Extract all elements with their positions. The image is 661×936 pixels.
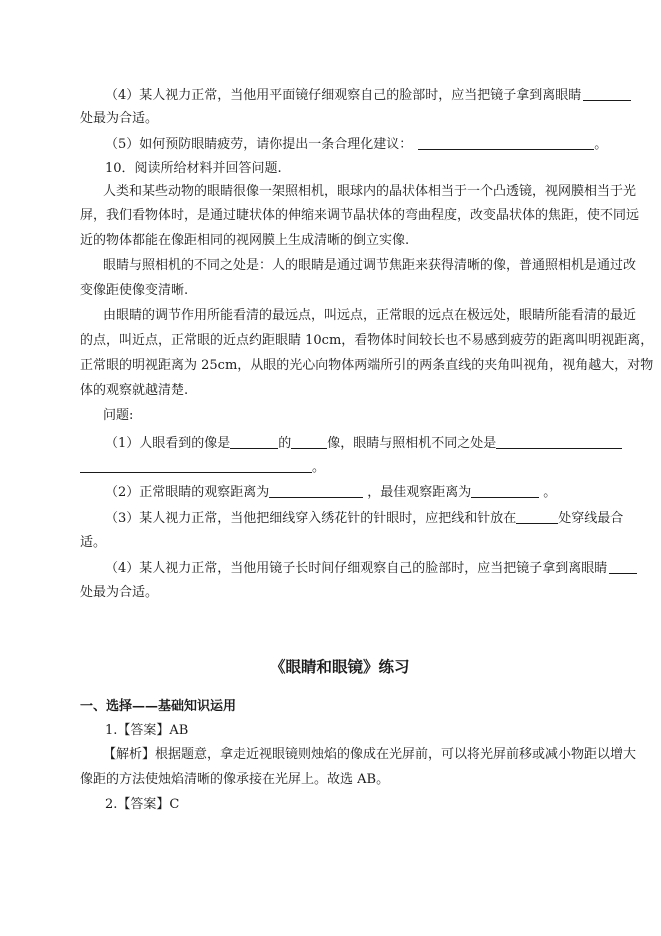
sub-question-3-line: （3）某人视力正常，当他把细线穿入绣花针的针眼时，应把线和针放在 处穿线最合 [105, 511, 624, 526]
answer-2: 2.【答案】C [105, 797, 180, 812]
passage-paragraph-2-line-1: 眼睛与照相机的不同之处是：人的眼睛是通过调节焦距来获得清晰的像，普通照相机是通过改 [103, 258, 637, 273]
answer-blank [583, 88, 631, 101]
sub-question-2-line: （2）正常眼睛的观察距离为 ，最佳观察距离为 。 [105, 485, 557, 500]
passage-paragraph-2-line-2: 变像距使像变清晰. [80, 283, 189, 298]
explanation-1-line-2: 像距的方法使烛焰清晰的像承接在光屏上。故选 AB。 [80, 772, 390, 787]
question-5-text: （5）如何预防眼睛疲劳，请你提出一条合理化建议： [105, 137, 413, 152]
answer-blank [291, 436, 327, 449]
answer-blank [269, 485, 363, 498]
sub-question-3-continuation: 适。 [80, 535, 107, 550]
answer-blank [496, 436, 622, 449]
passage-paragraph-3-line-3: 正常眼的明视距离为 25cm，从眼的光心向物体两端所引的两条直线的夹角叫视角，视角越大，对物 [80, 358, 654, 373]
answer-blank [418, 137, 594, 150]
sub-question-1-continuation: 。 [80, 460, 325, 474]
passage-paragraph-3-line-2: 的点，叫近点，正常眼的近点约距眼睛 10cm，看物体时间较长也不易感到疲劳的距离叫明视距离， [80, 333, 654, 348]
passage-paragraph-1-line-2: 屏，我们看物体时，是通过睫状体的伸缩来调节晶状体的弯曲程度，改变晶状体的焦距，使不同远 [80, 208, 640, 223]
explanation-1-line-1: 【解析】根据题意，拿走近视眼镜则烛焰的像成在光屏前，可以将光屏前移或减小物距以增大 [103, 747, 637, 762]
question-5-line: （5）如何预防眼睛疲劳，请你提出一条合理化建议： 。 [105, 137, 608, 152]
passage-paragraph-3-line-4: 体的观察就越清楚. [80, 383, 189, 398]
passage-paragraph-1-line-1: 人类和某些动物的眼睛很像一架照相机，眼球内的晶状体相当于一个凸透镜，视网膜相当于光 [103, 184, 637, 199]
question-4-line [105, 88, 631, 102]
answer-1: 1.【答案】AB [105, 723, 189, 738]
answer-blank [80, 460, 312, 473]
passage-paragraph-3-line-1: 由眼睛的调节作用所能看清的最远点，叫远点，正常眼的远点在极远处，眼睛所能看清的最近 [103, 308, 637, 323]
answer-blank [609, 561, 637, 574]
section-heading: 一、选择——基础知识运用 [80, 699, 237, 714]
sub-question-1-line: （1）人眼看到的像是 的 像，眼睛与照相机不同之处是 [105, 436, 622, 450]
question-4-continuation: 处最为合适。 [80, 111, 159, 126]
sub-question-4-line: （4）某人视力正常，当他用镜子长时间仔细观察自己的脸部时，应当把镜子拿到离眼睛 [105, 561, 637, 575]
sub-question-4-continuation: 处最为合适。 [80, 585, 159, 600]
answer-blank [516, 511, 558, 524]
passage-paragraph-1-line-3: 近的物体都能在像距相同的视网膜上生成清晰的倒立实像. [80, 233, 410, 248]
answer-blank [230, 436, 278, 449]
questions-label: 问题: [103, 408, 134, 423]
question-4-text: （4）某人视力正常，当他用平面镜仔细观察自己的脸部时，应当把镜子拿到离眼睛 [105, 88, 582, 103]
answer-blank [471, 485, 539, 498]
answer-key-title: 《眼睛和眼镜》练习 [270, 657, 410, 676]
question-10-heading: 10．阅读所给材料并回答问题. [105, 161, 282, 176]
